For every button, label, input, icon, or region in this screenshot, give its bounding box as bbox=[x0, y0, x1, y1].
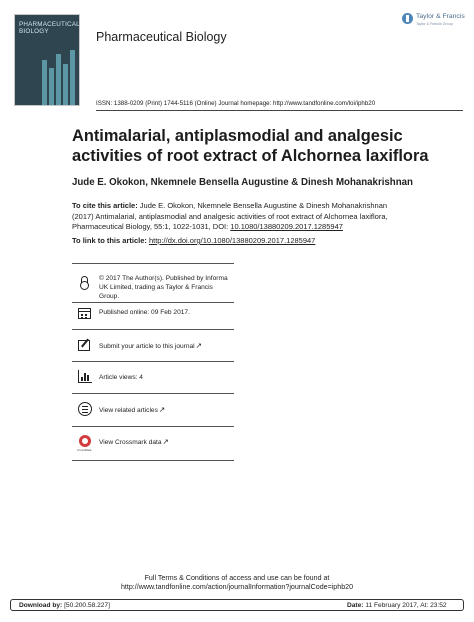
divider bbox=[72, 302, 234, 303]
terms-url[interactable]: http://www.tandfonline.com/action/journalInformation?journalCode=iphb20 bbox=[120, 583, 354, 591]
divider bbox=[72, 426, 234, 427]
header-divider bbox=[96, 110, 463, 111]
divider bbox=[72, 263, 234, 264]
crossmark-link[interactable] bbox=[99, 438, 169, 448]
downloaded-by-label: Download by: bbox=[19, 601, 63, 609]
journal-name[interactable]: Pharmaceutical Biology bbox=[96, 30, 227, 44]
license-line: © 2017 The Author(s). Published by Informa bbox=[99, 275, 228, 282]
external-link-icon: ↗ bbox=[158, 405, 166, 414]
citation-text: (2017) Antimalarial, antiplasmodial and analgesic activities of root extract of Alchornea laxiflora, bbox=[72, 211, 388, 221]
external-link-icon: ↗ bbox=[162, 437, 169, 446]
related-articles-label: View related articles bbox=[99, 407, 158, 414]
cover-title-line: PHARMACEUTICAL bbox=[19, 21, 80, 28]
edit-icon bbox=[77, 338, 93, 354]
citation-doi-link[interactable]: 10.1080/13880209.2017.1285947 bbox=[230, 222, 343, 231]
publisher-name: Taylor & Francis bbox=[416, 13, 465, 20]
related-articles-link[interactable] bbox=[99, 406, 165, 416]
publisher-tagline: Taylor & Francis Group bbox=[416, 22, 453, 26]
terms-line: Full Terms & Conditions of access and use can be found at bbox=[144, 574, 330, 582]
published-online-date: Published online: 09 Feb 2017. bbox=[99, 309, 190, 316]
related-articles-icon bbox=[77, 402, 93, 418]
article-authors: Jude E. Okokon, Nkemnele Bensella Augustine & Dinesh Mohanakrishnan bbox=[72, 177, 413, 188]
article-title bbox=[72, 127, 462, 166]
publisher-logo-icon bbox=[402, 13, 413, 24]
terms-conditions bbox=[0, 574, 474, 592]
submit-article-label: Submit your article to this journal bbox=[99, 343, 195, 350]
citation-block bbox=[72, 201, 464, 233]
article-views: Article views: 4 bbox=[99, 374, 143, 381]
crossmark-label: View Crossmark data bbox=[99, 439, 162, 446]
article-link-url[interactable]: http://dx.doi.org/10.1080/13880209.2017.1285947 bbox=[148, 236, 316, 245]
divider bbox=[72, 361, 234, 362]
cover-frame bbox=[14, 14, 80, 106]
crossmark-icon bbox=[77, 436, 93, 452]
license-line: Group. bbox=[99, 292, 120, 300]
download-date-value: 11 February 2017, At: 23:52 bbox=[363, 601, 447, 609]
citation-label: To cite this article: bbox=[72, 201, 138, 210]
article-link-line bbox=[72, 236, 315, 245]
divider bbox=[72, 393, 234, 394]
download-date bbox=[347, 602, 447, 609]
divider bbox=[72, 460, 234, 461]
downloaded-by-value: [50.200.58.227] bbox=[62, 601, 110, 609]
submit-article-link[interactable] bbox=[99, 342, 202, 352]
article-link-label: To link to this article: bbox=[72, 236, 149, 245]
open-access-icon bbox=[77, 276, 93, 292]
citation-text: Pharmaceutical Biology, 55:1, 1022-1031, DOI: bbox=[72, 222, 231, 231]
download-date-label: Date: bbox=[347, 601, 364, 609]
calendar-icon bbox=[77, 306, 93, 322]
license-statement bbox=[99, 275, 228, 301]
article-title-line: activities of root extract of Alchornea laxiflora bbox=[72, 146, 429, 165]
bar-chart-icon bbox=[77, 369, 93, 385]
divider bbox=[72, 329, 234, 330]
crossmark-icon-label: CrossMark bbox=[77, 448, 92, 452]
cover-title-line: BIOLOGY bbox=[19, 28, 49, 36]
external-link-icon: ↗ bbox=[195, 341, 202, 350]
issn-homepage-line[interactable]: ISSN: 1388-0209 (Print) 1744-5116 (Online) Journal homepage: http://www.tandfonline.com/loi/iphb20 bbox=[96, 100, 376, 107]
publisher-logo[interactable] bbox=[402, 12, 466, 34]
article-title-line: Antimalarial, antiplasmodial and analgesic bbox=[72, 127, 403, 145]
license-line: UK Limited, trading as Taylor & Francis bbox=[99, 283, 213, 291]
downloaded-by bbox=[19, 602, 110, 609]
citation-text: Jude E. Okokon, Nkemnele Bensella Augustine & Dinesh Mohanakrishnan bbox=[137, 201, 388, 210]
